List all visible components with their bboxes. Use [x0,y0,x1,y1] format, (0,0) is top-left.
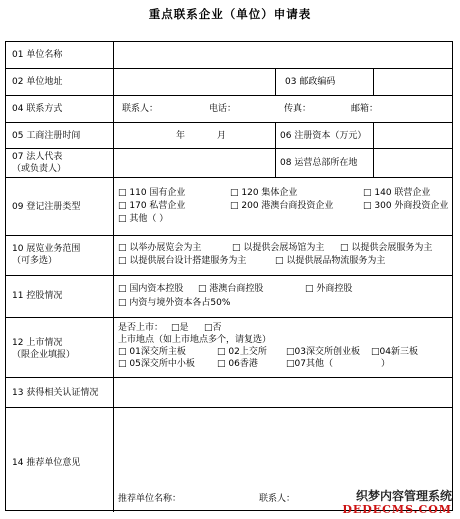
form-title: 重点联系企业（单位）申请表 [148,7,312,21]
recommendation-label: 14 推荐单位意见 [12,458,81,468]
unit-name-field[interactable] [114,42,453,68]
listing-sublabel: （限企业填报） [12,350,76,360]
application-form [5,41,453,511]
market-szse-main[interactable]: □ 01深交所主板 [118,347,186,357]
option-other[interactable]: □ 其他（ ） [118,214,169,224]
scope-option-venue[interactable]: □ 以提供会展场馆为主 [232,243,325,253]
market-other[interactable]: □07其他（ [286,359,333,369]
fax-label: 传真： [284,104,312,114]
market-other-close: ） [381,359,391,369]
reg-capital-field[interactable] [374,123,453,148]
reg-time-label: 05 工商注册时间 [12,131,81,141]
row-holding [6,276,452,318]
holding-option-domestic[interactable]: □ 国内资本控股 [118,284,184,294]
option-collective[interactable]: □ 120 集体企业 [230,188,298,198]
postcode-label: 03 邮政编码 [285,77,336,87]
holding-option-split[interactable]: □ 内资与境外资本各占50% [118,298,231,308]
contact-person-label: 联系人： [122,104,159,114]
recommend-unit-label: 推荐单位名称： [118,494,182,504]
scope-option-logistics[interactable]: □ 以提供展品物流服务为主 [275,256,386,266]
legal-rep-label: 07 法人代表 [12,152,63,162]
row-address [6,69,452,96]
recommend-contact-label: 联系人： [259,494,296,504]
listing-label: 12 上市情况 [12,338,63,348]
scope-option-exhibition[interactable]: □ 以举办展览会为主 [118,243,202,253]
holding-option-hmt[interactable]: □ 港澳台商控股 [198,284,264,294]
market-chinext[interactable]: □03深交所创业板 [286,347,360,357]
row-legal-rep [6,149,452,178]
option-private[interactable]: □ 170 私营企业 [118,201,186,211]
row-certification [6,378,452,408]
reg-month-label: 月 [217,131,227,141]
hq-location-label: 08 运营总部所在地 [280,158,358,168]
hq-location-field[interactable] [374,149,453,177]
listed-no-checkbox[interactable]: □否 [204,323,222,333]
holding-option-foreign[interactable]: □ 外商控股 [305,284,353,294]
legal-rep-field[interactable] [114,149,274,177]
unit-address-label: 02 单位地址 [12,77,63,87]
scope-option-booth-design[interactable]: □ 以提供展台设计搭建服务为主 [118,256,247,266]
option-state-owned[interactable]: □ 110 国有企业 [118,188,186,198]
scope-option-services[interactable]: □ 以提供会展服务为主 [340,243,433,253]
postcode-field[interactable] [374,69,453,95]
legal-rep-sublabel: （或负责人） [12,164,67,174]
row-listing [6,318,452,378]
business-scope-sublabel: （可多选） [12,256,58,266]
reg-year-label: 年 [176,131,186,141]
reg-type-label: 09 登记注册类型 [12,202,81,212]
option-hk-macao-taiwan[interactable]: □ 200 港澳台商投资企业 [230,201,334,211]
row-reg-type [6,178,452,236]
listed-question: 是否上市： [118,323,164,333]
listed-yes-checkbox[interactable]: □是 [171,323,189,333]
phone-label: 电话： [209,104,237,114]
contact-label: 04 联系方式 [12,104,63,114]
watermark-line1: 织梦内容管理系统 [355,489,452,503]
row-contact [6,96,452,123]
row-business-scope [6,236,452,276]
option-joint[interactable]: □ 140 联营企业 [363,188,431,198]
business-scope-label: 10 展览业务范围 [12,244,81,254]
reg-capital-label: 06 注册资本（万元） [280,131,367,141]
row-registration [6,123,452,149]
certification-label: 13 获得相关认证情况 [12,388,99,398]
watermark [342,489,452,517]
listing-place-label: 上市地点（如上市地点多个，请复选） [118,335,272,345]
option-foreign[interactable]: □ 300 外商投资企业 [363,201,449,211]
unit-address-field[interactable] [114,69,274,95]
recommendation-field[interactable] [114,408,453,488]
unit-name-label: 01 单位名称 [12,50,63,60]
row-unit-name [6,42,452,69]
market-sme[interactable]: □ 05深交所中小板 [118,359,195,369]
holding-label: 11 控股情况 [12,291,63,301]
market-hongkong[interactable]: □ 06香港 [217,359,258,369]
market-sse[interactable]: □ 02上交所 [217,347,267,357]
certification-field[interactable] [114,378,453,407]
market-neeq[interactable]: □04新三板 [371,347,418,357]
email-label: 邮箱： [351,104,379,114]
watermark-line2: DEDECMS.COM [342,503,452,516]
